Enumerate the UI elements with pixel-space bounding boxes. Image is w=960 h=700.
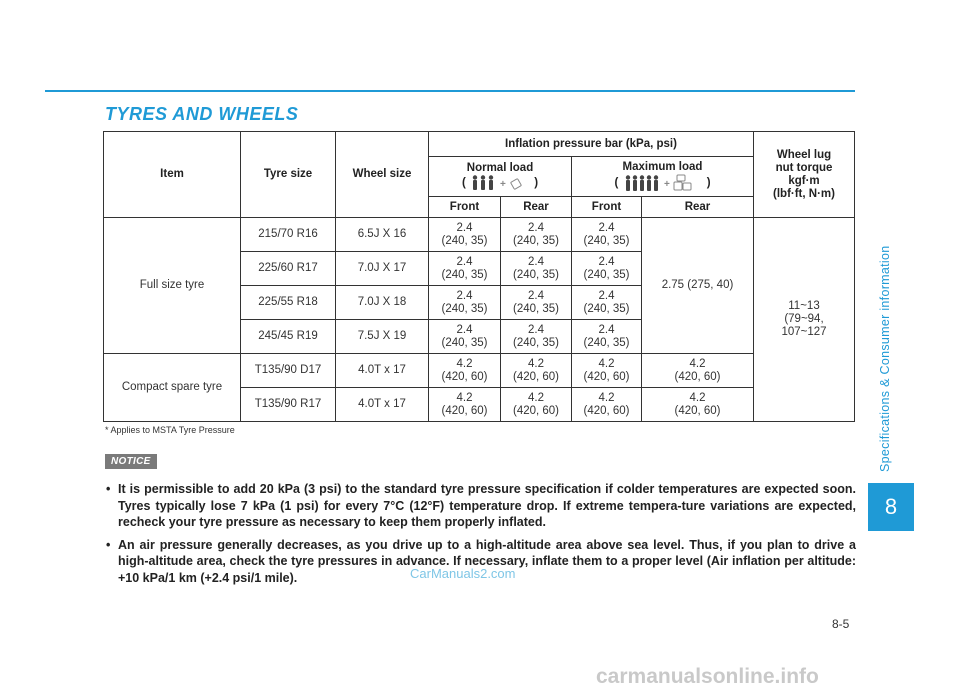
value: 2.4 xyxy=(598,289,615,302)
header-maximum-load xyxy=(572,157,754,197)
normal-front-cell xyxy=(429,320,501,354)
wheel-size-cell: 4.0T x 17 xyxy=(336,354,429,388)
person-icon xyxy=(473,175,477,190)
notice-bullet: • An air pressure generally decreases, as you drive up to a high-altitude area above sea level. Thus, if you plan to drive a high-altitude area, check the tyre pressures in advance. If necessary, inflate them to a proper level (Air inflation per altitude: +10 kPa/1 km (+2.4 psi/1 mile). xyxy=(106,537,856,587)
value-units: (240, 35) xyxy=(441,234,488,247)
person-icon xyxy=(632,175,636,191)
max-front-cell xyxy=(572,218,642,252)
group-compact-spare: Compact spare tyre xyxy=(104,354,241,422)
max-rear-cell xyxy=(642,388,754,422)
tyre-size-cell: 245/45 R19 xyxy=(241,320,336,354)
header-tyre-size: Tyre size xyxy=(241,132,336,218)
paren: ) xyxy=(534,177,539,190)
footnote: * Applies to MSTA Tyre Pressure xyxy=(105,425,235,435)
tyre-size-cell: 215/70 R16 xyxy=(241,218,336,252)
tyre-size-cell: 225/60 R17 xyxy=(241,252,336,286)
torque-value: (79~94, xyxy=(784,313,824,325)
max-rear-full-cell: 2.75 (275, 40) xyxy=(642,218,754,354)
watermark: CarManuals2.com xyxy=(410,566,516,581)
normal-rear-cell xyxy=(501,354,572,388)
value: 2.4 xyxy=(528,289,544,302)
value: 2.4 xyxy=(598,323,615,336)
header-max-rear: Rear xyxy=(642,197,754,218)
torque-value: 107~127 xyxy=(781,326,827,338)
tyre-size-cell: T135/90 D17 xyxy=(241,354,336,388)
person-icon xyxy=(653,175,657,191)
value: 4.2 xyxy=(528,391,544,404)
value: 4.2 xyxy=(689,357,706,370)
wheel-size-cell: 7.0J X 18 xyxy=(336,286,429,320)
plus-sign: + xyxy=(663,179,670,190)
watermark: carmanualsonline.info xyxy=(596,665,819,688)
paren: ( xyxy=(461,177,466,190)
value-units: (240, 35) xyxy=(441,302,488,315)
value-units: (420, 60) xyxy=(512,370,560,383)
normal-front-cell xyxy=(429,252,501,286)
person-icon xyxy=(625,175,629,191)
section-title: TYRES AND WHEELS xyxy=(105,104,299,124)
tyre-size-cell: T135/90 R17 xyxy=(241,388,336,422)
value: 2.4 xyxy=(528,255,544,268)
value: 2.4 xyxy=(528,221,544,234)
torque-line: nut torque xyxy=(775,161,833,174)
top-rule xyxy=(45,90,855,92)
value: 4.2 xyxy=(528,357,544,370)
person-icon xyxy=(489,175,493,190)
normal-load-label: Normal load xyxy=(466,162,534,174)
luggage-icon xyxy=(511,179,522,190)
max-front-cell xyxy=(572,252,642,286)
value-units: (240, 35) xyxy=(441,268,488,281)
value: 4.2 xyxy=(456,391,473,404)
normal-rear-cell xyxy=(501,286,572,320)
value: 4.2 xyxy=(689,391,706,404)
luggage-stack-icon xyxy=(674,175,691,190)
max-front-cell xyxy=(572,388,642,422)
value: 2.4 xyxy=(528,323,544,336)
person-icon xyxy=(481,175,485,190)
value-units: (240, 35) xyxy=(583,268,630,281)
value-units: (240, 35) xyxy=(512,268,560,281)
value-units: (240, 35) xyxy=(512,302,560,315)
value: 2.4 xyxy=(598,255,615,268)
normal-rear-cell xyxy=(501,320,572,354)
person-icon xyxy=(646,175,650,191)
max-front-cell xyxy=(572,286,642,320)
value-units: (420, 60) xyxy=(512,404,560,417)
paren: ) xyxy=(706,177,711,190)
plus-sign: + xyxy=(500,179,506,190)
chapter-number-tab: 8 xyxy=(868,483,914,531)
header-normal-load xyxy=(429,157,572,197)
table-row xyxy=(104,218,855,252)
header-wheel-size: Wheel size xyxy=(336,132,429,218)
wheel-size-cell: 6.5J X 16 xyxy=(336,218,429,252)
value-units: (240, 35) xyxy=(583,234,630,247)
torque-line: (lbf·ft, N·m) xyxy=(773,187,835,200)
value-units: (240, 35) xyxy=(441,336,488,349)
value-units: (240, 35) xyxy=(583,302,630,315)
header-inflation: Inflation pressure bar (kPa, psi) xyxy=(429,132,754,157)
person-icon xyxy=(639,175,643,191)
header-item: Item xyxy=(104,132,241,218)
value-units: (420, 60) xyxy=(674,404,721,417)
normal-load-icons xyxy=(471,175,529,191)
normal-front-cell xyxy=(429,286,501,320)
paren: ( xyxy=(614,177,619,190)
torque-value-cell xyxy=(754,218,855,422)
value-units: (420, 60) xyxy=(583,370,630,383)
header-normal-rear: Rear xyxy=(501,197,572,218)
header-torque xyxy=(754,132,855,218)
max-front-cell xyxy=(572,354,642,388)
chapter-side-label: Specifications & Consumer information xyxy=(878,245,892,472)
wheel-size-cell: 4.0T x 17 xyxy=(336,388,429,422)
tyre-size-cell: 225/55 R18 xyxy=(241,286,336,320)
group-full-size: Full size tyre xyxy=(104,218,241,354)
notice-bullet: • It is permissible to add 20 kPa (3 psi) to the standard tyre pressure specification if colder temperatures are expected soon. Tyres typically lose 7 kPa (1 psi) for every 7°C (12°F) temperature drop. If extreme tempera-ture variations are expected, recheck your tyre pressure as necessary to keep them properly inflated. xyxy=(106,481,856,531)
value: 2.4 xyxy=(456,289,473,302)
max-rear-cell xyxy=(642,354,754,388)
table-row xyxy=(104,354,855,388)
max-front-cell xyxy=(572,320,642,354)
value: 2.4 xyxy=(456,221,473,234)
value: 2.4 xyxy=(456,323,473,336)
value-units: (420, 60) xyxy=(583,404,630,417)
value: 4.2 xyxy=(598,391,615,404)
wheel-size-cell: 7.5J X 19 xyxy=(336,320,429,354)
value-units: (240, 35) xyxy=(512,336,560,349)
page-number: 8-5 xyxy=(832,617,850,631)
torque-value: 11~13 xyxy=(788,300,820,312)
normal-rear-cell xyxy=(501,252,572,286)
value-units: (240, 35) xyxy=(583,336,630,349)
value: 4.2 xyxy=(598,357,615,370)
normal-front-cell xyxy=(429,388,501,422)
value: 2.4 xyxy=(598,221,615,234)
normal-front-cell xyxy=(429,218,501,252)
header-max-front: Front xyxy=(572,197,642,218)
notice-badge: NOTICE xyxy=(105,454,157,469)
torque-line: Wheel lug xyxy=(776,148,832,161)
normal-rear-cell xyxy=(501,388,572,422)
header-normal-front: Front xyxy=(429,197,501,218)
normal-front-cell xyxy=(429,354,501,388)
value-units: (420, 60) xyxy=(441,404,488,417)
torque-line: kgf·m xyxy=(788,174,820,187)
value-units: (420, 60) xyxy=(441,370,488,383)
value-units: (240, 35) xyxy=(512,234,560,247)
maximum-load-icons xyxy=(624,174,702,192)
tyre-spec-table xyxy=(103,131,855,422)
value: 2.4 xyxy=(456,255,473,268)
wheel-size-cell: 7.0J X 17 xyxy=(336,252,429,286)
value-units: (420, 60) xyxy=(674,370,721,383)
value: 4.2 xyxy=(456,357,473,370)
normal-rear-cell xyxy=(501,218,572,252)
maximum-load-label: Maximum load xyxy=(622,161,703,173)
